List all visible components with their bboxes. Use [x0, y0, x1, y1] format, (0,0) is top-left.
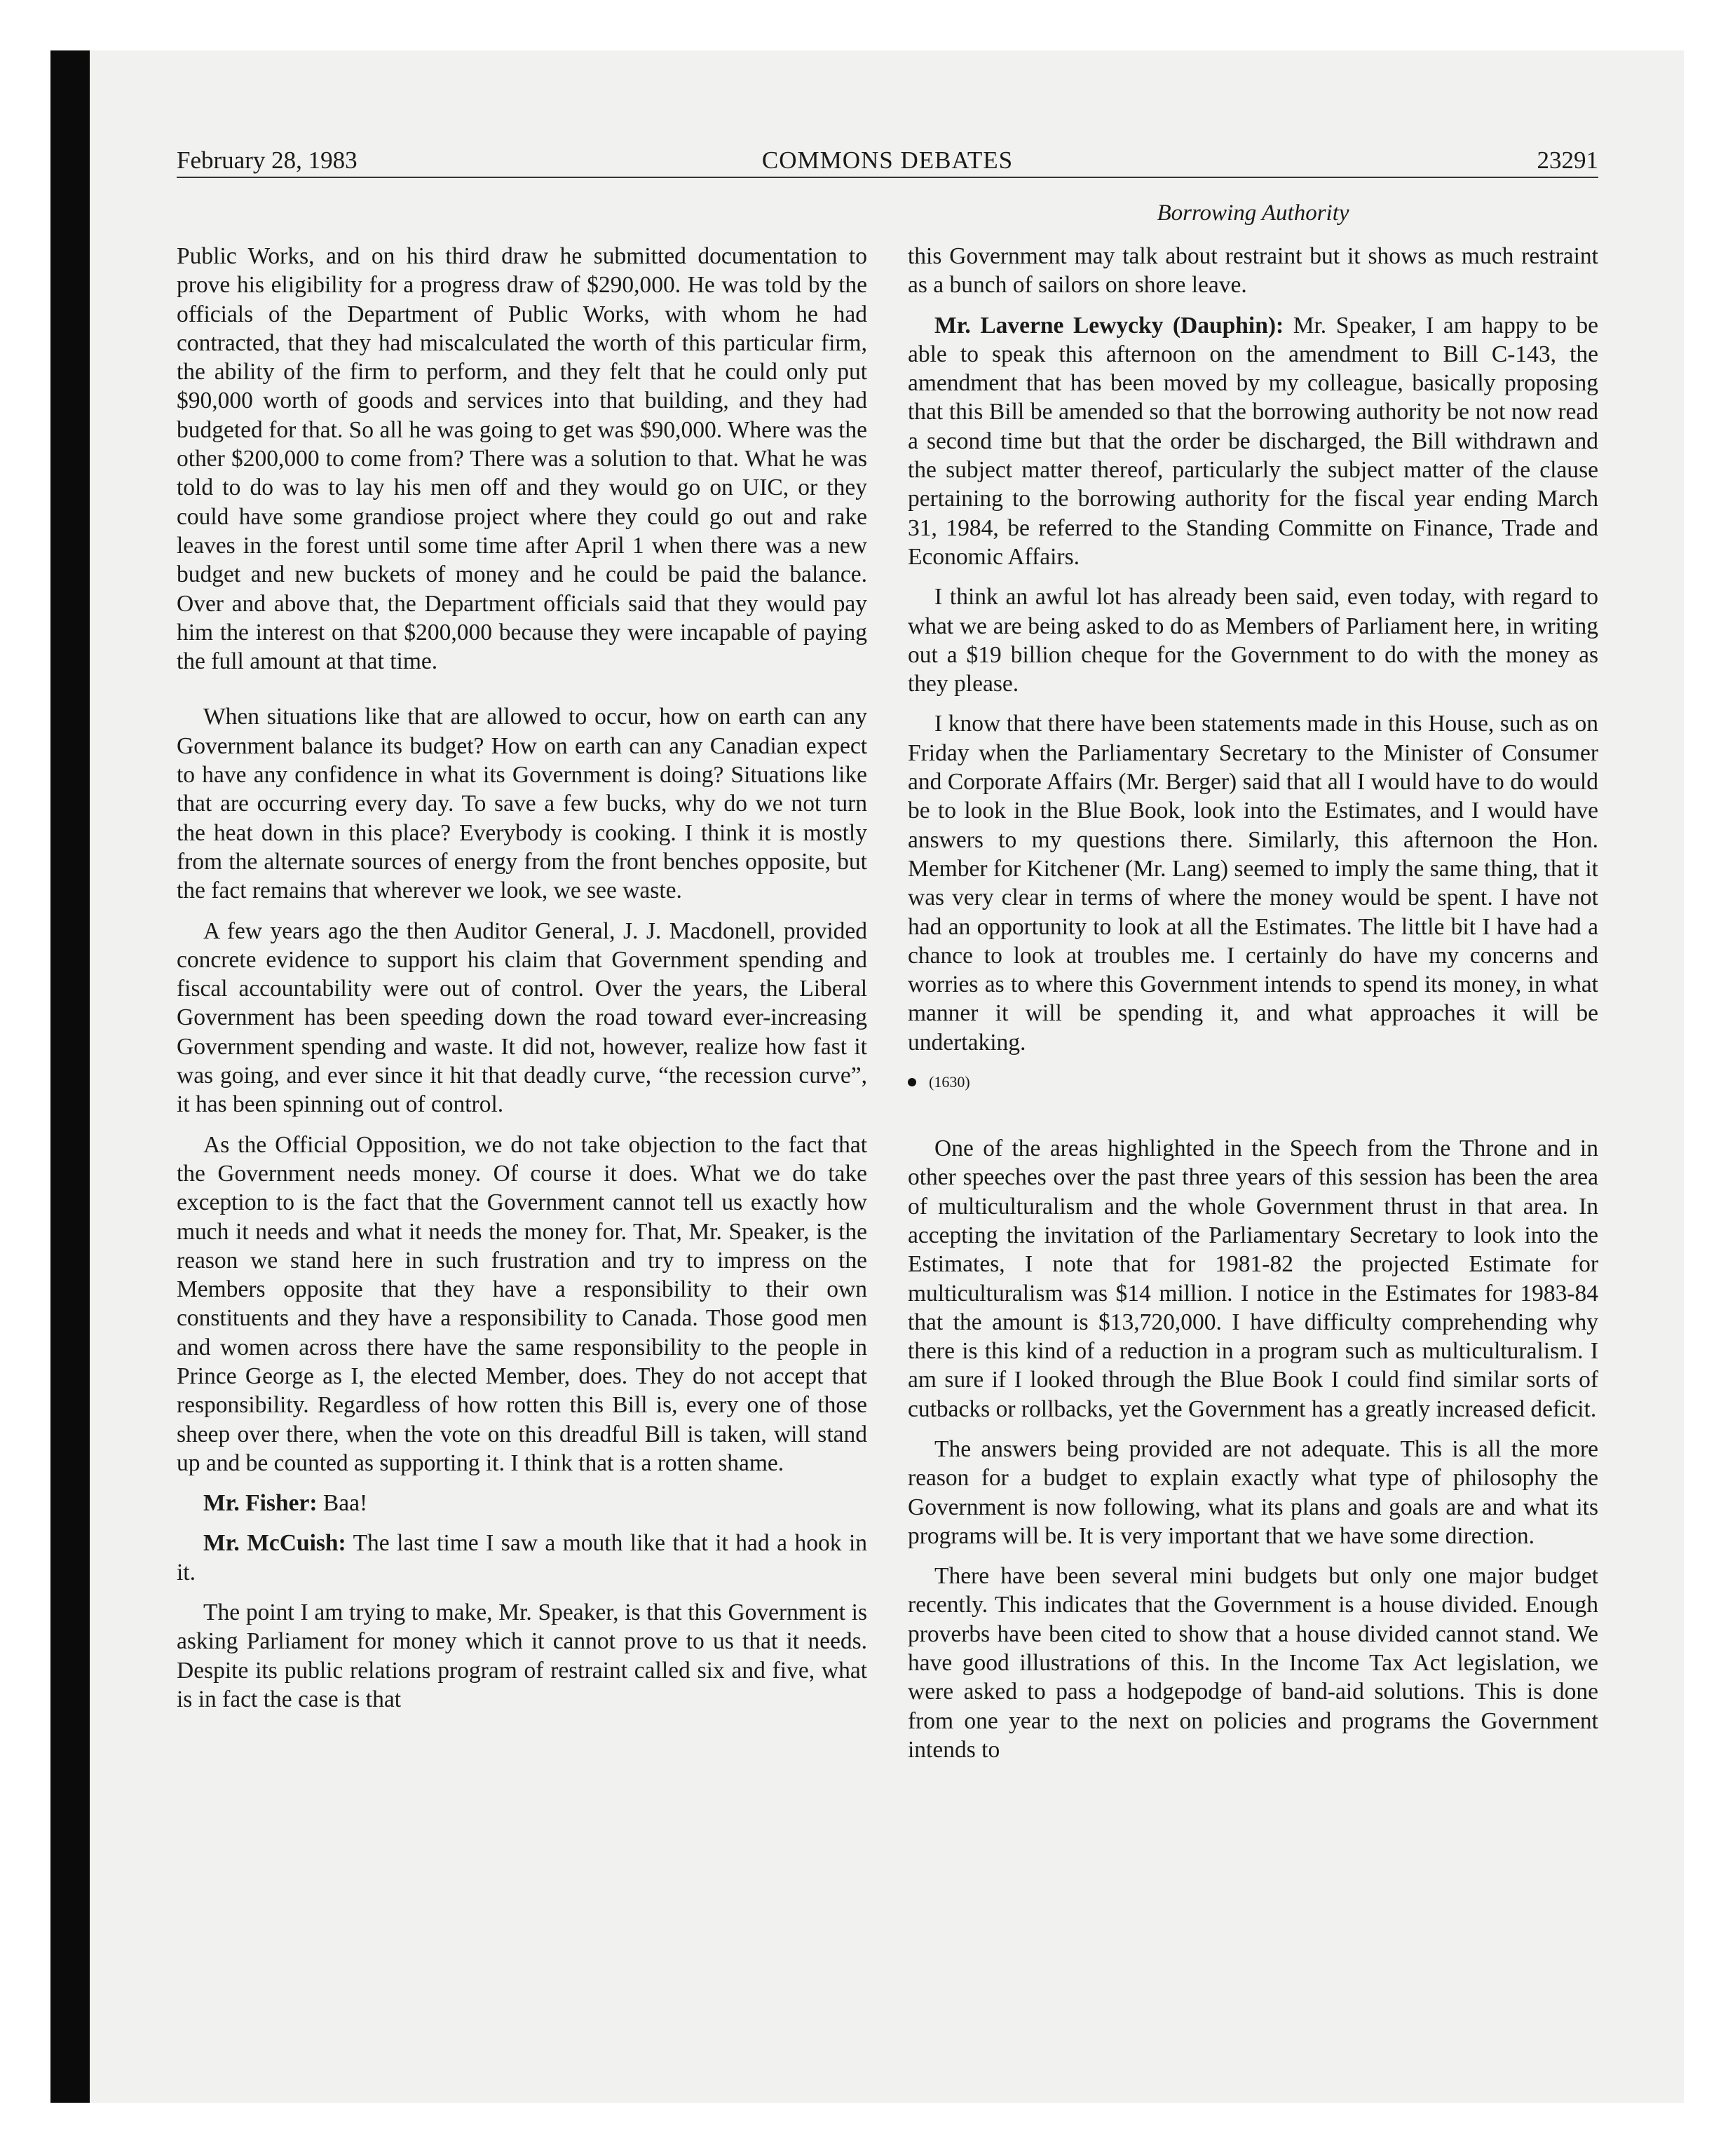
bullet-icon: [908, 1078, 916, 1086]
header-page-number: 23291: [1537, 146, 1598, 174]
paragraph: I know that there have been statements made in this House, such as on Friday when the Parliamentary Secretary to the Minister of Consumer and Corporate Affairs (Mr. Berger) said that all I would have to do would be to look in the Blue Book, look into the Estimates, and I would have answers to my questions there. Similarly, this afternoon the Hon. Member for Kitchener (Mr. Lang) seemed to imply the same thing, that it was very clear in terms of where the money would be spent. I have not had an opportunity to look at all the Estimates. The little bit I have had a chance to look at troubles me. I certainly do have my concerns and worries as to where this Government intends to spend its money, in what manner it will be spending it, and what approaches it will be undertaking.: [908, 711, 1598, 1056]
paragraph: The answers being provided are not adequate. This is all the more reason for a budget to explain exactly what type of philosophy the Government is now following, what its plans and goals are and what its programs will be. It is very important that we have some direction.: [908, 1435, 1598, 1549]
paragraph: When situations like that are allowed to occur, how on earth can any Government balance its budget? How on earth can any Canadian expect to have any confidence in what its Government is doing? Situations like that are occurring every day. To save a few bucks, why do we not turn the heat down in this place? Everybody is cooking. I think it is mostly from the alternate sources of energy from the front benches opposite, but the fact remains that wherever we look, we see waste.: [177, 704, 867, 904]
speech-text: The last time I saw a mouth like that it had a hook in it.: [177, 1530, 868, 1585]
time-marker: [908, 1068, 1598, 1096]
running-head: Borrowing Authority: [1157, 200, 1349, 226]
speaker-name: Mr. Laverne Lewycky (Dauphin):: [934, 312, 1284, 339]
paragraph: The point I am trying to make, Mr. Speaker, is that this Government is asking Parliament for money which it cannot prove to us that it needs. Despite its public relations program of restraint called six and five, what is in fact the case is that: [177, 1599, 867, 1712]
paragraph: Public Works, and on his third draw he submitted documentation to prove his eligibility for a progress draw of $290,000. He was told by the officials of the Department of Public Works, with whom he had contracted, that they had miscalculated the worth of this particular firm, the ability of the firm to perform, and they felt that he could only put $90,000 worth of goods and services into that building, and they had budgeted for that. So all he was going to get was $90,000. Where was the other $200,000 to come from? There was a solution to that. What he was told to do was to lay his men off and they would go on UIC, or they could have some grandiose project where they could go out and rake leaves in the forest until some time after April 1 when there was a new budget and new buckets of money and he could be paid the balance. Over and above that, the Department officials said that they would pay him the interest on that $200,000 because they were incapable of paying the full amount at that time.: [177, 243, 867, 675]
speech-text: Baa!: [317, 1490, 368, 1517]
header-title: COMMONS DEBATES: [761, 146, 1014, 174]
paragraph: this Government may talk about restraint but it shows as much restraint as a bunch of sailors on shore leave.: [908, 243, 1598, 299]
speech-entry: [908, 311, 1598, 572]
paragraph: One of the areas highlighted in the Speech from the Throne and in other speeches over the past three years of this session has been the area of multiculturalism and the whole Government thrust in that area. In accepting the invitation of the Parliamentary Secretary to look into the Estimates, I note that for 1981-82 the projected Estimate for multiculturalism was $14 million. I notice in the Estimates for 1983-84 that the amount is $13,720,000. I have difficulty comprehending why there is this kind of a reduction in a program such as multiculturalism. I am sure if I looked through the Blue Book I could find similar sorts of cutbacks or rollbacks, yet the Government has a greatly increased deficit.: [908, 1135, 1598, 1422]
header-date: February 28, 1983: [177, 146, 358, 174]
speech-entry: [177, 1529, 867, 1587]
paragraph: A few years ago the then Auditor General, J. J. Macdonell, provided concrete evidence to support his claim that Government spending and fiscal accountability were out of control. Over the years, the Liberal Government has been speeding down the road toward ever-increasing Government spending and waste. It did not, however, realize how fast it was going, and ever since it hit that deadly curve, “the recession curve”, it has been spinning out of control.: [177, 917, 867, 1118]
speaker-name: Mr. McCuish:: [203, 1530, 346, 1557]
header-rule: [177, 177, 1598, 178]
speech-text: Mr. Speaker, I am happy to be able to speak this afternoon on the amendment to Bill C-143, the amendment that has been moved by my colleague, basically proposing that this Bill be amended so that the borrowing authority be not now read a second time but that the order be discharged, the Bill withdrawn and the subject matter thereof, particularly the subject matter of the clause pertaining to the borrowing authority for the fiscal year ending March 31, 1984, be referred to the Standing Committe on Finance, Trade and Economic Affairs.: [908, 312, 1598, 570]
page-header: [177, 144, 1598, 179]
time-marker-label: (1630): [929, 1073, 970, 1091]
left-column: [177, 242, 867, 1725]
paragraph: As the Official Opposition, we do not take objection to the fact that the Government needs money. Of course it does. What we do take exception to is the fact that the Government cannot tell us exactly how much it needs and what it needs the money for. That, Mr. Speaker, is the reason we stand here in such frustration and try to impress on the Members opposite that they have a responsibility to their own constituents and they have a responsibility to Canada. Those good men and women across there have the same responsibility to the people in Prince George as I, the elected Member, does. They do not accept that responsibility. Regardless of how rotten this Bill is, every one of those sheep over there, when the vote on this dreadful Bill is taken, will stand up and be counted as supporting it. I think that is a rotten shame.: [177, 1131, 867, 1476]
speaker-name: Mr. Fisher:: [203, 1490, 318, 1517]
right-column: [908, 242, 1598, 1775]
binding-edge: [50, 50, 90, 2103]
paragraph: There have been several mini budgets but only one major budget recently. This indicates that the Government is a house divided. Enough proverbs have been cited to show that a house divided cannot stand. We have good illustrations of this. In the Income Tax Act legislation, we were asked to pass a hodgepodge of band-aid solutions. This is done from one year to the next on policies and programs the Government intends to: [908, 1563, 1598, 1763]
speech-entry: [177, 1489, 867, 1517]
paragraph: I think an awful lot has already been said, even today, with regard to what we are being asked to do as Members of Parliament here, in writing out a $19 billion cheque for the Government to do with the money as they please.: [908, 584, 1598, 697]
